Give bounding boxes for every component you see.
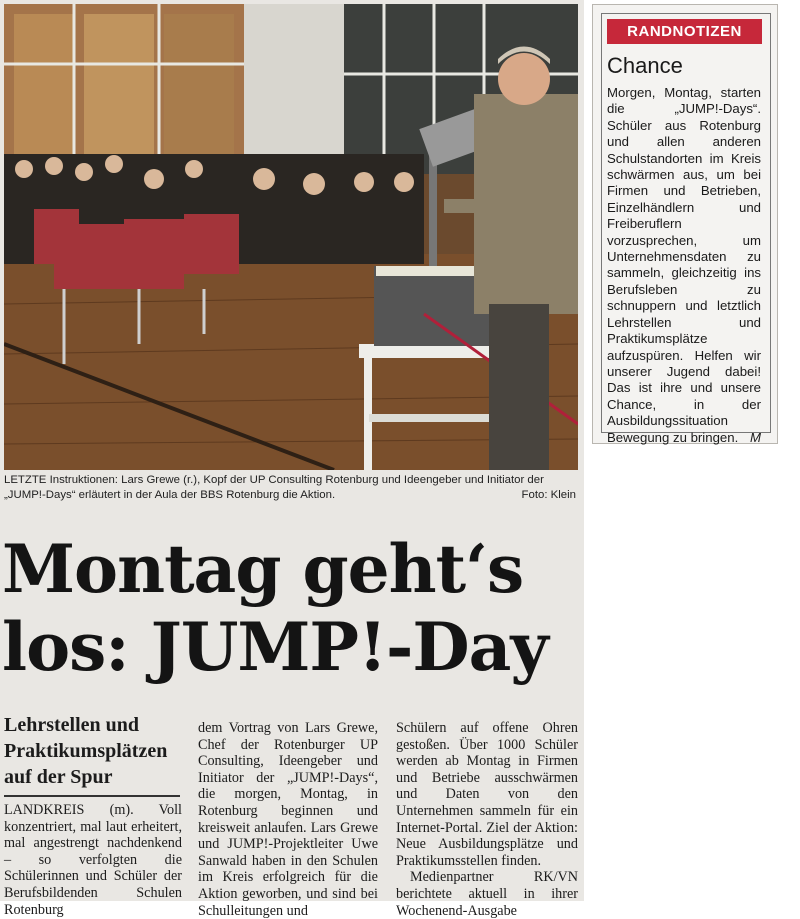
sidebar-kicker: RANDNOTIZEN — [607, 19, 762, 44]
photo-credit: Foto: Klein — [521, 489, 576, 501]
photo-illustration — [4, 4, 578, 470]
column-3-paragraph-2: Medienpartner RK/VN berichtete aktuell in ihrer Wochenend-Ausgabe — [396, 869, 578, 919]
sidebar-box — [592, 4, 778, 444]
divider — [4, 795, 180, 797]
article-column-3 — [396, 720, 578, 919]
photo-caption — [4, 473, 578, 503]
caption-text: LETZTE Instruktionen: Lars Grewe (r.), Kopf der UP Consulting Rotenburg und Ideengeber und Initiator der „JUMP!-Days“ erläutert in der Aula der BBS Rotenburg die Aktion. — [4, 474, 544, 501]
article-photo — [4, 4, 578, 470]
sidebar-text: Morgen, Montag, starten die „JUMP!-Days“. Schüler aus Rotenburg und allen anderen Schulstandorten im Kreis schwärmen aus, um bei Firmen und Betrieben, Einzelhändlern und Freiberuflern vorzusprechen, um Unternehmensdaten zu sammeln, gleichzeitig ins Berufsleben zu schnuppern und letztlich Lehrstellen und Praktikumsplätze aufzuspüren. Helfen wir unserer Jugend dabei! Das ist ihre und unsere Chance, in der Ausbildungssituation Bewegung zu bringen. — [607, 85, 761, 445]
subheadline: Lehrstellen und Praktikumsplätzen auf der Spur — [4, 714, 168, 788]
column-3-paragraph-1: Schülern auf offene Ohren gestoßen. Über 1000 Schüler werden ab Montag in Firmen und Betriebe ausschwärmen und Daten von den Unternehmen sammeln für ein Internet-Portal. Ziel der Aktion: Neue Ausbildungsplätze und Praktikumsstellen finden. — [396, 720, 578, 869]
headline — [2, 530, 582, 686]
sidebar-signature: M — [750, 429, 761, 445]
column-1-text: LANDKREIS (m). Voll konzentriert, mal laut erheitert, mal angestrengt nachdenkend – so verfolgten die Schülerinnen und Schüler der Berufsbildenden Schulen Rotenburg — [4, 802, 182, 918]
headline-line-1: Montag geht‘s — [2, 530, 524, 608]
column-2-text: dem Vortrag von Lars Grewe, Chef der Rotenburger UP Consulting, Ideengeber und Initiator der „JUMP!-Days“, die morgen, Montag, in Rotenburg beginnen und kreisweit anlaufen. Lars Grewe und JUMP!-Projektleiter Uwe Sanwald haben in den Schulen im Kreis erfolgreich für die Aktion geworben, und sind bei Schulleitungen und — [198, 720, 378, 919]
headline-line-2: los: JUMP!-Day — [2, 608, 548, 686]
sidebar-title: Chance — [607, 53, 683, 78]
sidebar-body — [607, 85, 761, 446]
article-column-2 — [198, 720, 378, 919]
